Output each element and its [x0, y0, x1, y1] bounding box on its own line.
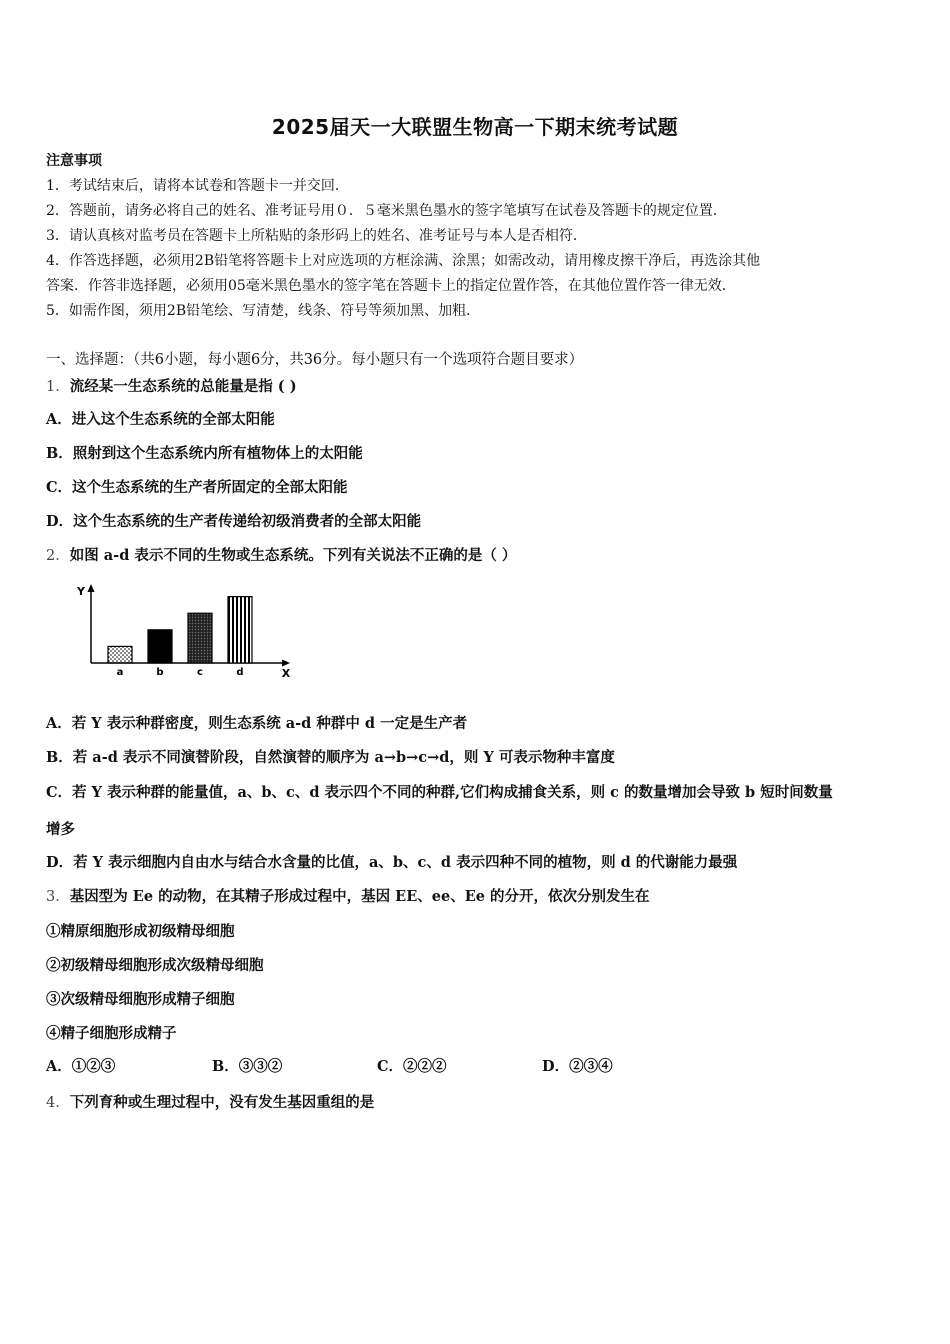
option-b: B．若 a-d 表示不同演替阶段，自然演替的顺序为 a→b→c→d，则 Y 可表示物种丰富度 [46, 749, 615, 766]
notice-item: 2．答题前，请务必将自己的姓名、准考证号用０．５毫米黑色墨水的签字笔填写在试卷及答题卡的规定位置． [46, 203, 727, 219]
option-c-continued: 增多 [46, 821, 75, 838]
statement-item: ③次级精母细胞形成精子细胞 [46, 991, 235, 1008]
question-number: 4． [46, 1095, 70, 1111]
choice-a: A．①②③ [46, 1058, 116, 1075]
option-a: A．若 Y 表示种群密度，则生态系统 a-d 种群中 d 一定是生产者 [46, 715, 468, 732]
question-number: 1． [46, 379, 70, 395]
bar-a [108, 646, 132, 663]
tick-label-d: d [236, 667, 244, 678]
question-stem: 如图 a-d 表示不同的生物或生态系统。下列有关说法不正确的是（ ） [69, 547, 517, 564]
choice-b: B．③③② [212, 1058, 283, 1075]
question-number: 3． [46, 889, 70, 905]
page-title: 2025届天一大联盟生物高一下期末统考试题 [271, 115, 679, 139]
question-stem: 流经某一生态系统的总能量是指 ( ) [69, 378, 297, 395]
tick-label-b: b [156, 667, 164, 678]
option-c: C．这个生态系统的生产者所固定的全部太阳能 [46, 479, 348, 496]
notice-item: 1．考试结束后，请将本试卷和答题卡一并交回． [46, 178, 349, 194]
statement-item: ④精子细胞形成精子 [46, 1025, 177, 1042]
bar-chart [68, 580, 298, 685]
option-a: A．进入这个生态系统的全部太阳能 [46, 411, 275, 428]
notice-item: 4．作答选择题，必须用2B铅笔将答题卡上对应选项的方框涂满、涂黑；如需改动，请用橡皮擦干净后，再选涂其他 [46, 253, 761, 269]
question-1 [46, 377, 297, 397]
statement-item: ①精原细胞形成初级精母细胞 [46, 923, 235, 940]
question-stem: 基因型为 Ee 的动物，在其精子形成过程中，基因 EE、ee、Ee 的分开，依次分别发生在 [69, 888, 650, 905]
choice-d: D．②③④ [542, 1058, 613, 1075]
question-number: 2． [46, 548, 70, 564]
notice-item: 5．如需作图，须用2B铅笔绘、写清楚，线条、符号等须加黑、加粗． [46, 303, 481, 319]
option-b: B．照射到这个生态系统内所有植物体上的太阳能 [46, 445, 363, 462]
option-c: C．若 Y 表示种群的能量值，a、b、c、d 表示四个不同的种群,它们构成捕食关系，则 c 的数量增加会导致 b 短时间数量 [46, 784, 833, 801]
notice-heading: 注意事项 [46, 153, 102, 169]
choice-c: C．②②② [377, 1058, 447, 1075]
question-2 [46, 546, 516, 566]
question-3 [46, 887, 650, 907]
bar-c [188, 613, 212, 663]
bar-b [148, 630, 172, 663]
tick-label-a: a [116, 667, 124, 678]
notice-item: 3．请认真核对监考员在答题卡上所粘贴的条形码上的姓名、准考证号与本人是否相符． [46, 228, 587, 244]
tick-label-c: c [197, 667, 203, 678]
notice-item: 答案．作答非选择题，必须用05毫米黑色墨水的签字笔在答题卡上的指定位置作答，在其他位置作答一律无效． [46, 278, 736, 294]
x-axis-label: X [281, 667, 291, 680]
section-heading: 一、选择题：（共6小题，每小题6分，共36分。每小题只有一个选项符合题目要求） [46, 352, 584, 368]
y-axis-label: Y [77, 585, 85, 598]
statement-item: ②初级精母细胞形成次级精母细胞 [46, 957, 264, 974]
question-stem: 下列育种或生理过程中，没有发生基因重组的是 [69, 1094, 375, 1111]
question-4 [46, 1093, 374, 1113]
option-d: D．若 Y 表示细胞内自由水与结合水含量的比值，a、b、c、d 表示四种不同的植物，则 d 的代谢能力最强 [46, 854, 738, 871]
option-d: D．这个生态系统的生产者传递给初级消费者的全部太阳能 [46, 513, 422, 530]
bar-d [228, 597, 252, 663]
